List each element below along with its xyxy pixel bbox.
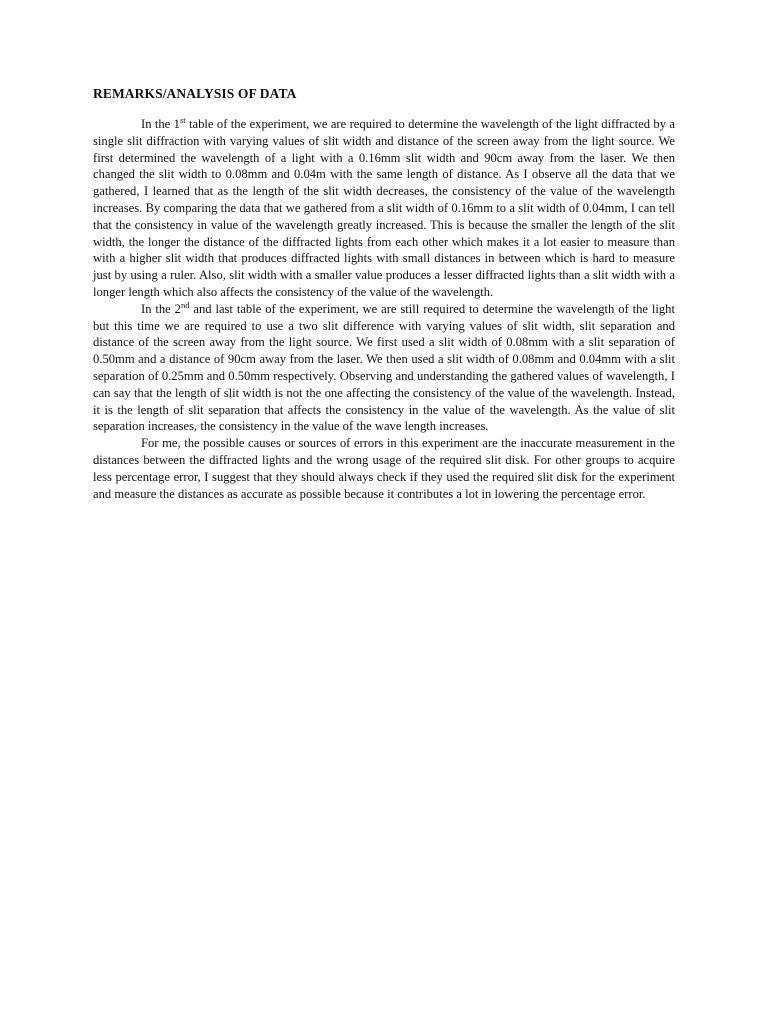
ordinal-suffix: st [179, 114, 186, 125]
paragraph-text: For me, the possible causes or sources of errors in this experiment are the inaccurate measurement in the distances between the diffracted lights and the wrong usage of the required slit disk. For other groups to acquire less percentage error, I suggest that they should always check if they used the required slit disk for the experiment and measure the distances as accurate as possible because it contributes a lot in lowering the percentage error. [93, 436, 675, 501]
paragraph-text-start: In the 2 [141, 301, 181, 316]
section-heading: REMARKS/ANALYSIS OF DATA [93, 86, 297, 101]
paragraph-first-table [93, 116, 675, 301]
document-page [93, 86, 675, 502]
paragraph-text-rest: and last table of the experiment, we are still required to determine the wavelength of the light but this time we are required to use a two slit difference with varying values of slit width, slit separation and distance of the screen away from the light source. We first used a slit width of 0.08mm with a slit separation of 0.50mm and a distance of 90cm away from the laser. We then used a slit width of 0.08mm and 0.04mm with a slit separation of 0.25mm and 0.50mm respectively. Observing and understanding the gathered values of wavelength, I can say that the length of slit width is not the one affecting the consistency of the value of the wavelength. Instead, it is the length of slit separation that affects the consistency in the value of the wavelength. As the value of slit separation increases, the consistency in the value of the wave length increases. [93, 301, 675, 434]
paragraph-second-table [93, 301, 675, 435]
ordinal-suffix: nd [180, 299, 190, 310]
paragraph-text-rest: table of the experiment, we are required to determine the wavelength of the light diffracted by a single slit diffraction with varying values of slit width and distance of the screen away from the light source. We first determined the wavelength of a light with a 0.16mm slit width and 90cm away from the laser. We then changed the slit width to 0.08mm and 0.04m with the same length of distance. As I observe all the data that we gathered, I learned that as the length of the slit width decreases, the consistency of the value of the wavelength increases. By comparing the data that we gathered from a slit width of 0.16mm to a slit width of 0.04mm, I can tell that the consistency in value of the wavelength greatly increased. This is because the smaller the length of the slit width, the longer the distance of the diffracted lights from each other which makes it a lot easier to measure than with a higher slit width that produces diffracted lights with small distances in between which is hard to measure just by using a ruler. Also, slit width with a smaller value produces a lesser diffracted lights than a slit width with a longer length which also affects the consistency of the value of the wavelength. [93, 117, 675, 299]
paragraph-text-start: In the 1 [141, 117, 180, 131]
paragraph-error-sources [93, 435, 675, 502]
